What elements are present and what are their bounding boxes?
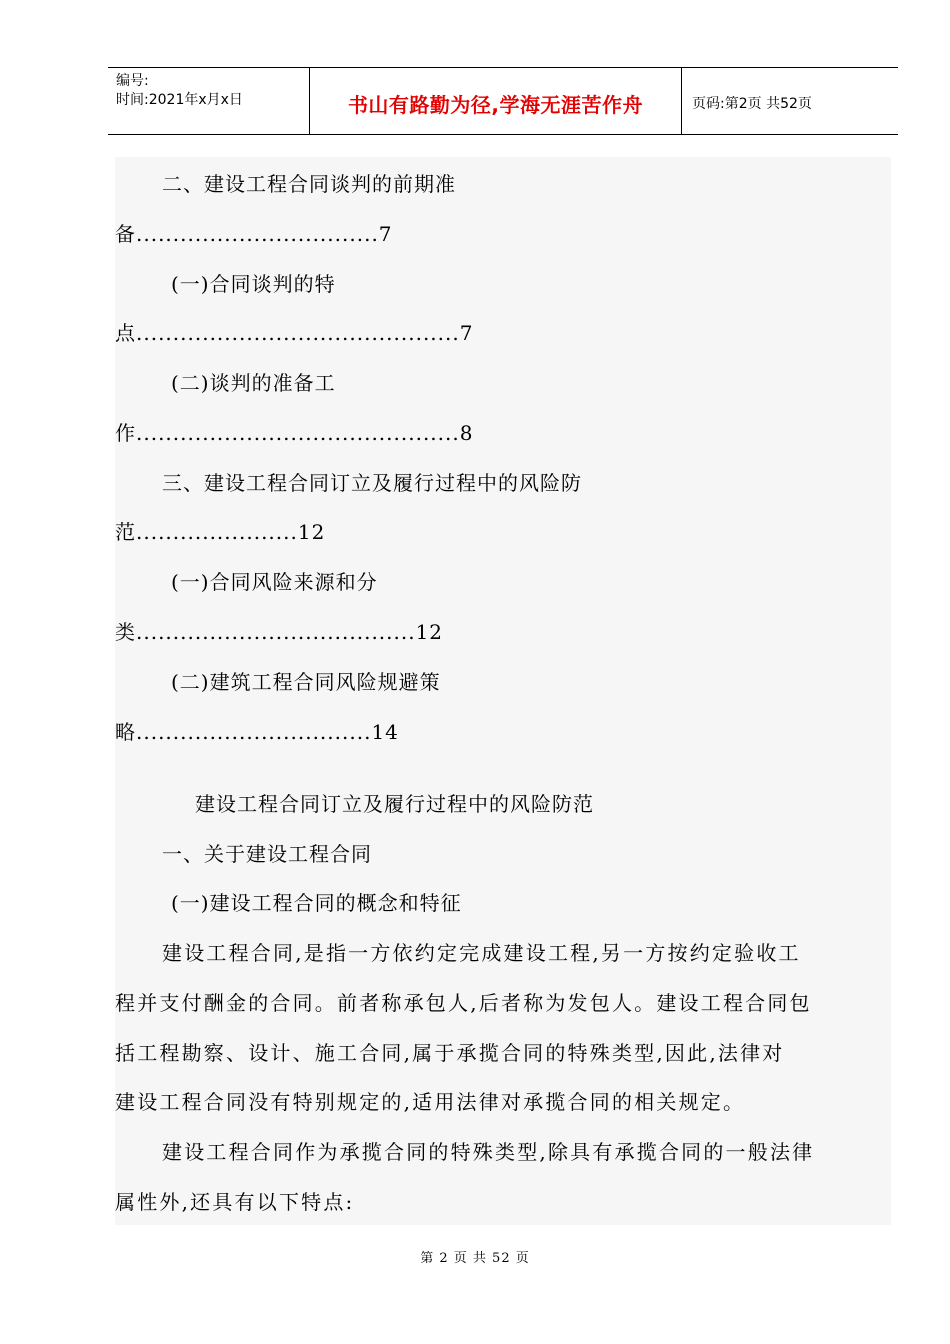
paragraph-line: 建设工程合同作为承揽合同的特殊类型,除具有承揽合同的一般法律 xyxy=(162,1140,815,1164)
document-number-label: 编号: xyxy=(116,73,149,89)
header-page-info: 页码:第2页 共52页 xyxy=(692,96,812,112)
toc-entry-title: 三、建设工程合同订立及履行过程中的风险防 xyxy=(162,471,582,495)
toc-entry-leader: 作............................................8 xyxy=(115,421,474,445)
paragraph-line: 建设工程合同,是指一方依约定完成建设工程,另一方按约定验收工 xyxy=(162,941,801,965)
toc-entry-title: (二)建筑工程合同风险规避策 xyxy=(171,670,441,694)
paragraph-line: 程并支付酬金的合同。前者称承包人,后者称为发包人。建设工程合同包 xyxy=(115,991,812,1015)
paragraph-line: 属性外,还具有以下特点: xyxy=(115,1190,355,1214)
document-body xyxy=(115,157,891,1225)
subsection-heading: (一)建设工程合同的概念和特征 xyxy=(171,891,462,915)
page-footer: 第 2 页 共 52 页 xyxy=(420,1251,530,1266)
paragraph-line: 括工程勘察、设计、施工合同,属于承揽合同的特殊类型,因此,法律对 xyxy=(115,1041,785,1065)
section-heading: 一、关于建设工程合同 xyxy=(162,842,372,866)
toc-entry-leader: 类......................................12 xyxy=(115,620,444,644)
toc-entry-leader: 备.................................7 xyxy=(115,222,393,246)
paragraph-line: 建设工程合同没有特别规定的,适用法律对承揽合同的相关规定。 xyxy=(115,1090,746,1114)
toc-entry-title: (一)合同风险来源和分 xyxy=(171,570,378,594)
toc-entry-title: 二、建设工程合同谈判的前期准 xyxy=(162,172,456,196)
document-title: 建设工程合同订立及履行过程中的风险防范 xyxy=(195,792,594,816)
document-time-label: 时间:2021年x月x日 xyxy=(116,92,243,108)
toc-entry-title: (二)谈判的准备工 xyxy=(171,371,336,395)
toc-entry-leader: 范......................12 xyxy=(115,520,326,544)
page-header xyxy=(108,67,898,135)
toc-entry-leader: 点............................................7 xyxy=(115,321,474,345)
header-motto: 书山有路勤为径,学海无涯苦作舟 xyxy=(310,68,682,134)
header-meta xyxy=(108,68,310,134)
toc-entry-leader: 略................................14 xyxy=(115,720,399,744)
toc-entry-title: (一)合同谈判的特 xyxy=(171,272,336,296)
